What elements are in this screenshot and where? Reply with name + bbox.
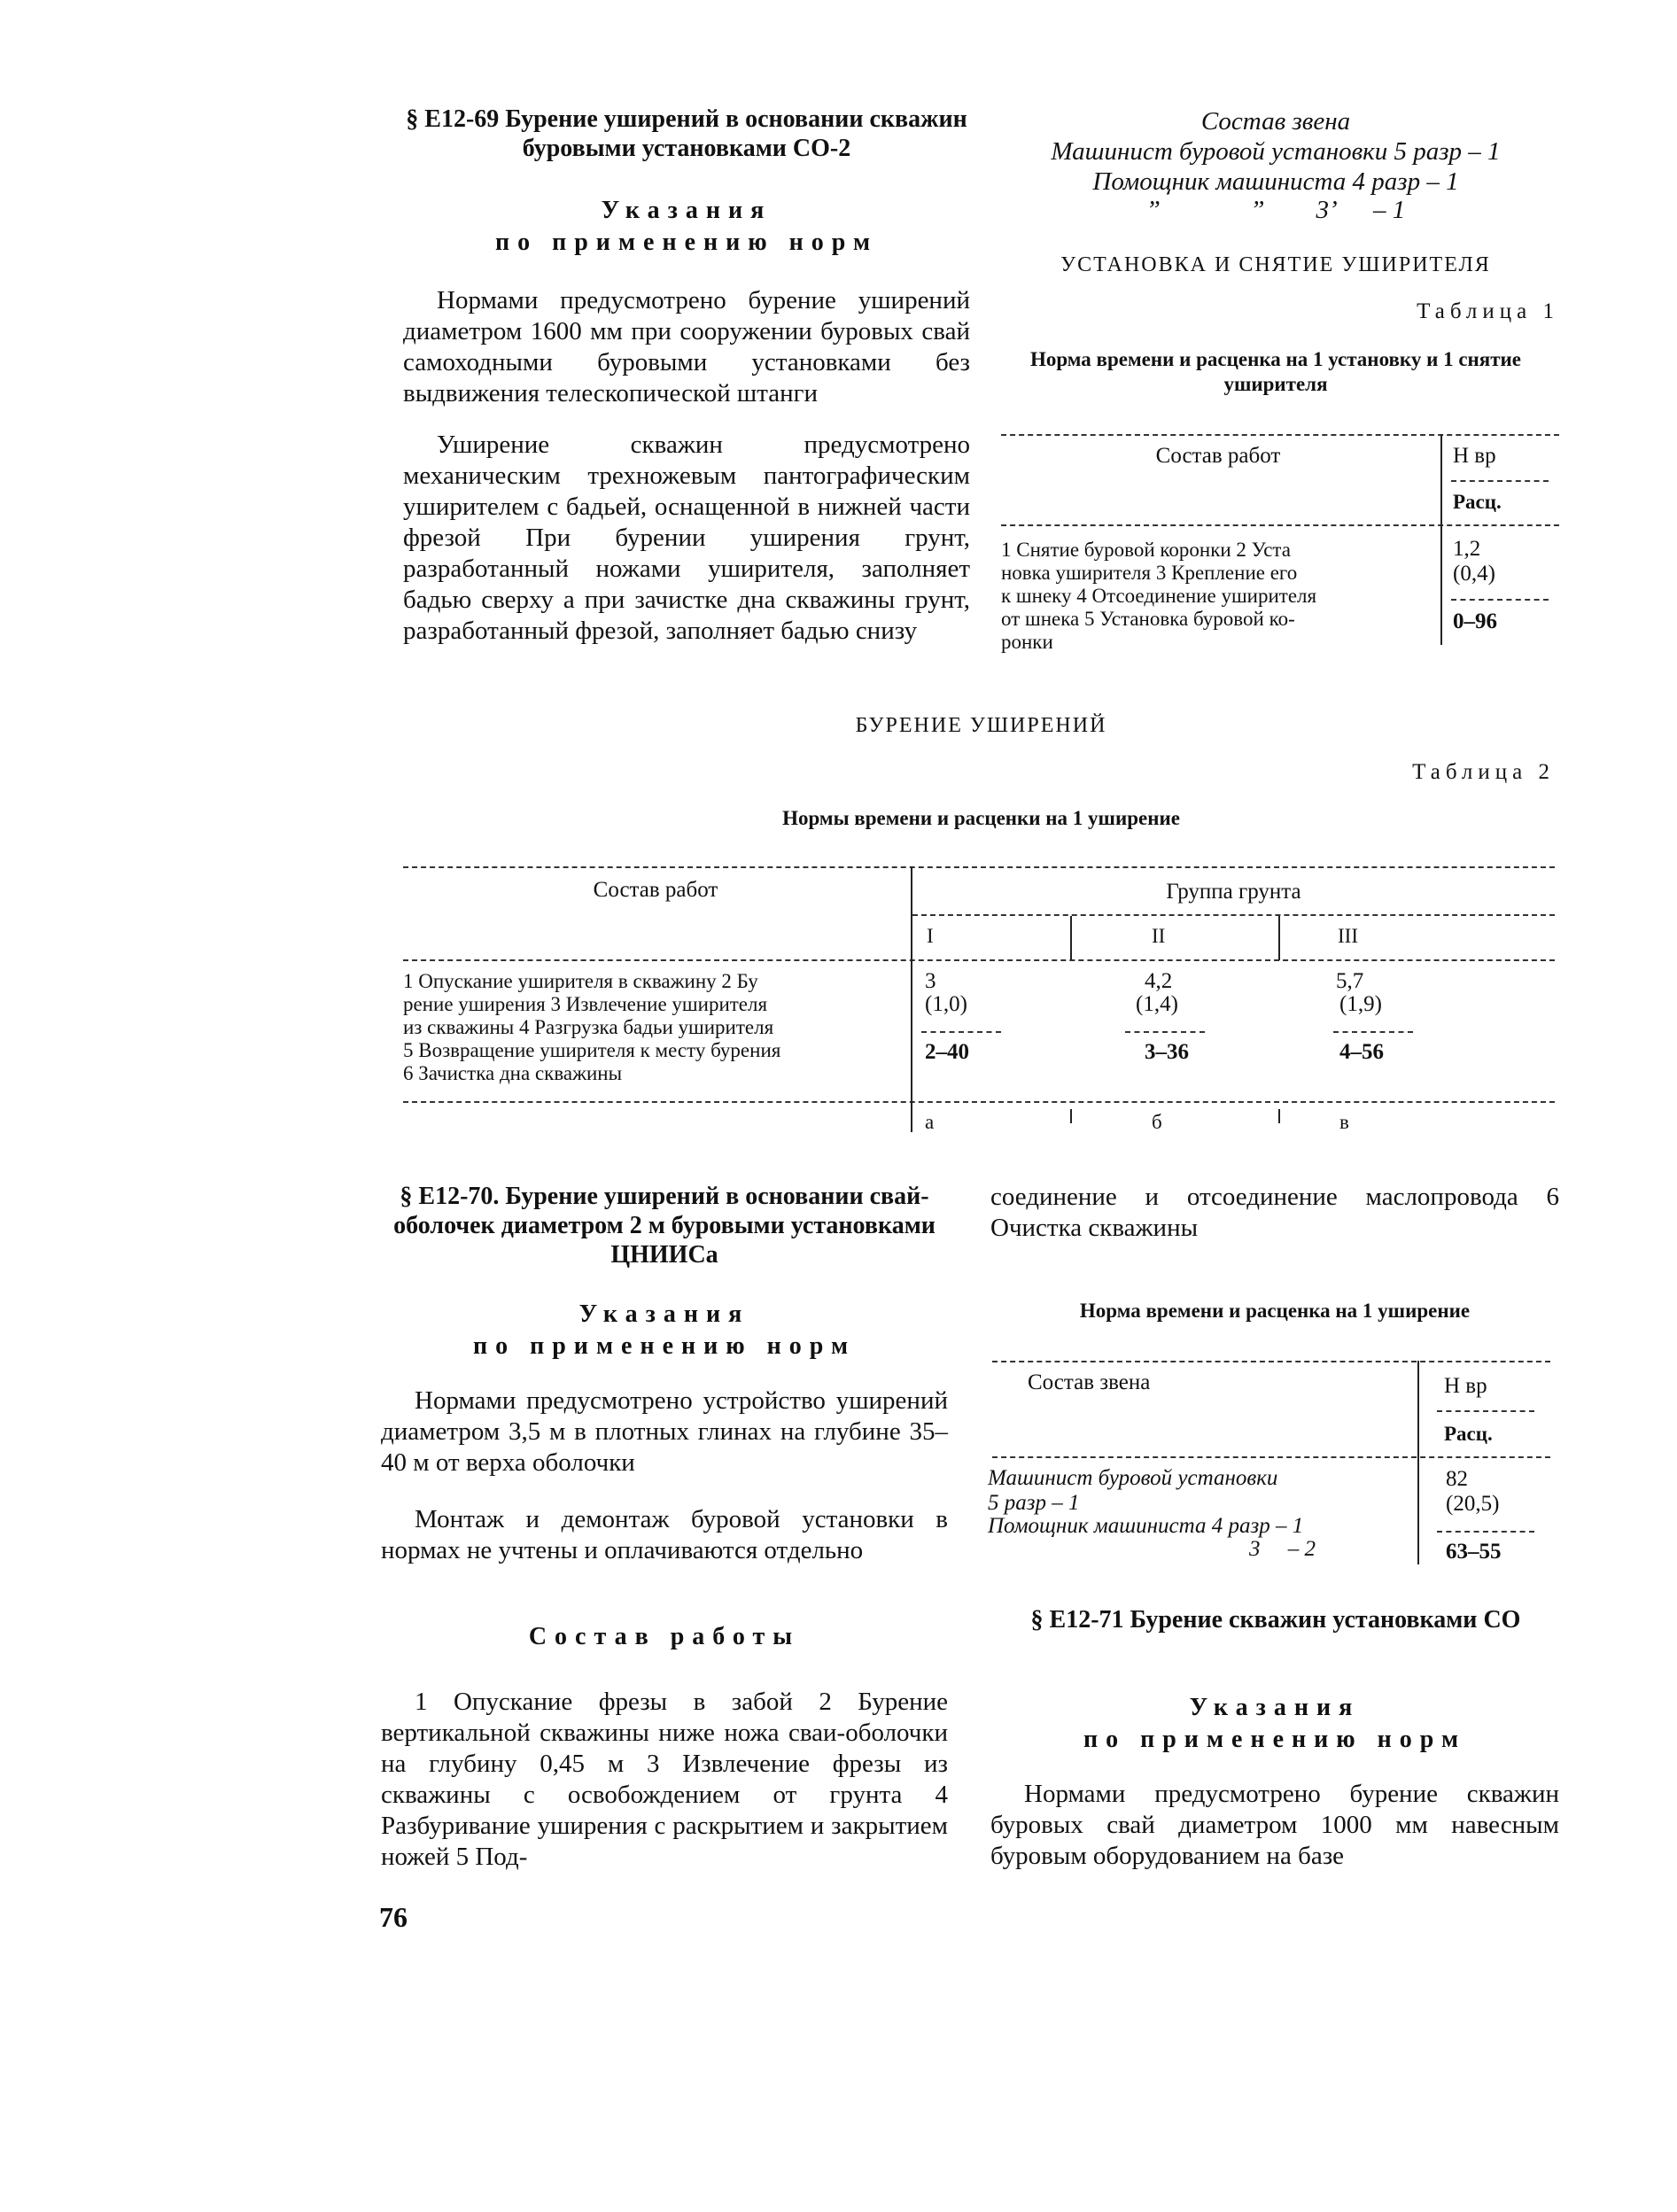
table-3-hvr: 82 [1446,1467,1468,1491]
table-2-work-line: 6 Зачистка дна скважины [403,1062,623,1084]
section-70-title: § Е12-70. Бурение уширений в основании свай-оболочек диаметром 2 м буровыми установками ЦНИИСа [393,1183,936,1269]
table-2-hvr-sub-2: (1,4) [1136,992,1178,1016]
table-2-hvr-2: 4,2 [1145,969,1173,993]
table-2-rasc-3: 4–56 [1339,1040,1384,1064]
crew-69-line-3: ” ” 3’ – 1 [1145,196,1406,224]
table-2-label: Таблица 2 [1412,760,1555,784]
section-70-para-1: Нормами предусмотрено устройство уширений диаметром 3,5 м в плотных глинах на глубине 35–40 м от верха оболочки [381,1386,948,1477]
table-2-work-line: из скважины 4 Разгрузка бадьи уширителя [403,1016,774,1038]
section-71-guide-title: Указания [1189,1694,1361,1721]
table-2-group-2: II [1152,925,1166,947]
table-1-hvr: 1,2 [1453,537,1481,561]
table-1-caption: Норма времени и расценка на 1 установку и 1 снятие уширителя [1029,348,1522,395]
table-3-crew-line: Помощник машиниста 4 разр – 1 [988,1514,1304,1538]
table-2-group-3: III [1338,925,1358,947]
section-70-work-text-continued: соединение и отсоединение маслопровода 6 Очистка скважины [990,1183,1559,1242]
table-1-work-line: 1 Снятие буровой коронки 2 Уста [1001,539,1291,561]
table-2-header-work: Состав работ [593,878,718,902]
table-2-letter-v: в [1339,1111,1349,1133]
table-2-hvr-1: 3 [925,969,936,993]
table-1-section-heading: УСТАНОВКА И СНЯТИЕ УШИРИТЕЛЯ [1060,253,1491,276]
table-1-work-line: от шнека 5 Установка буровой ко- [1001,608,1295,630]
table-2-letter-a: а [925,1111,935,1133]
section-71-title: § Е12-71 Бурение скважин установками СО [1030,1606,1521,1634]
section-70-work-text: 1 Опускание фрезы в забой 2 Бурение вертикальной скважины ниже ножа сваи-оболочки на глубину 0,45 м 3 Извлечение фрезы из скважины с освобождением от грунта 4 Разбуривание уширения с раскрытием и закрытием ножей 5 Под- [381,1688,948,1871]
table-1-label: Таблица 1 [1417,299,1559,323]
table-3-header-rasc: Расц. [1444,1423,1493,1445]
table-3-header-hvr: Н вр [1444,1374,1487,1398]
table-2-hvr-sub-3: (1,9) [1339,992,1382,1016]
table-2-group-1: I [927,925,934,947]
table-2-hvr-3: 5,7 [1336,969,1364,993]
table-3-rasc: 63–55 [1446,1540,1502,1564]
table-1-work-line: ронки [1001,631,1053,653]
table-3-crew-line: 5 разр – 1 [988,1491,1080,1515]
table-1-header-work: Состав работ [1155,444,1281,468]
section-70-guide-title: Указания [578,1300,750,1328]
section-69-para-2: Уширение скважин предусмотрено механическим трехножевым пантографическим уширителем с бадьей, оснащенной в нижней части фрезой При бурении уширения грунт, разработанный ножами уширителя, заполняет бадью сверху а при зачистке дна скважины грунт, разработанный фрезой, заполняет бадью снизу [403,431,970,645]
section-69-title: § Е12-69 Бурение уширений в основании скважин буровыми установками СО-2 [406,105,967,162]
section-70-guide-subtitle: по применению норм [472,1332,857,1360]
table-2-section-heading: БУРЕНИЕ УШИРЕНИЙ [855,714,1107,737]
section-71-para-1: Нормами предусмотрено бурение скважин буровых свай диаметром 1000 мм навесным буровым оборудованием на базе [990,1780,1559,1870]
section-69-guide-subtitle: по применению норм [494,229,879,256]
table-1-rasc: 0–96 [1453,609,1497,633]
table-1-work-line: к шнеку 4 Отсоединение уширителя [1001,585,1317,607]
table-2-hvr-sub-1: (1,0) [925,992,967,1016]
table-3-crew-line: 3 – 2 [1249,1537,1316,1561]
table-2-rasc-1: 2–40 [925,1040,969,1064]
table-3-hvr-sub: (20,5) [1446,1492,1500,1516]
crew-69-line-2: Помощник машиниста 4 разр – 1 [1092,167,1459,196]
table-1-header-hvr: Н вр [1453,444,1496,468]
table-3-header-crew: Состав звена [1028,1370,1151,1394]
section-71-guide-subtitle: по применению норм [1083,1726,1467,1753]
table-2-caption: Нормы времени и расценки на 1 уширение [782,807,1180,829]
table-2-letter-b: б [1152,1111,1162,1133]
table-2-header-group: Группа грунта [1166,880,1301,904]
section-70-para-2: Монтаж и демонтаж буровой установки в нормах не учтены и оплачиваются отдельно [381,1505,948,1564]
crew-69-heading: Состав звена [1200,107,1351,136]
table-2-work-line: 1 Опускание уширителя в скважину 2 Бу [403,970,758,992]
table-3-crew-line: Машинист буровой установки [988,1466,1278,1490]
page-number: 76 [379,1901,408,1933]
section-69-para-1: Нормами предусмотрено бурение уширений диаметром 1600 мм при сооружении буровых свай самоходными буровыми установками без выдвижения телескопической штанги [403,286,970,407]
table-1-work-line: новка уширителя 3 Крепление его [1001,562,1298,584]
section-69-guide-title: Указания [601,197,773,224]
table-1-header-rasc: Расц. [1453,491,1502,513]
section-70-work-title: Состав работы [528,1623,801,1650]
table-2-work-line: рение уширения 3 Извлечение уширителя [403,993,768,1015]
table-2-work-line: 5 Возвращение уширителя к месту бурения [403,1039,781,1061]
table-3-caption: Норма времени и расценка на 1 уширение [1079,1300,1471,1322]
table-2-rasc-2: 3–36 [1145,1040,1189,1064]
crew-69-line-1: Машинист буровой установки 5 разр – 1 [1051,137,1501,166]
table-1-hvr-sub: (0,4) [1453,562,1495,586]
